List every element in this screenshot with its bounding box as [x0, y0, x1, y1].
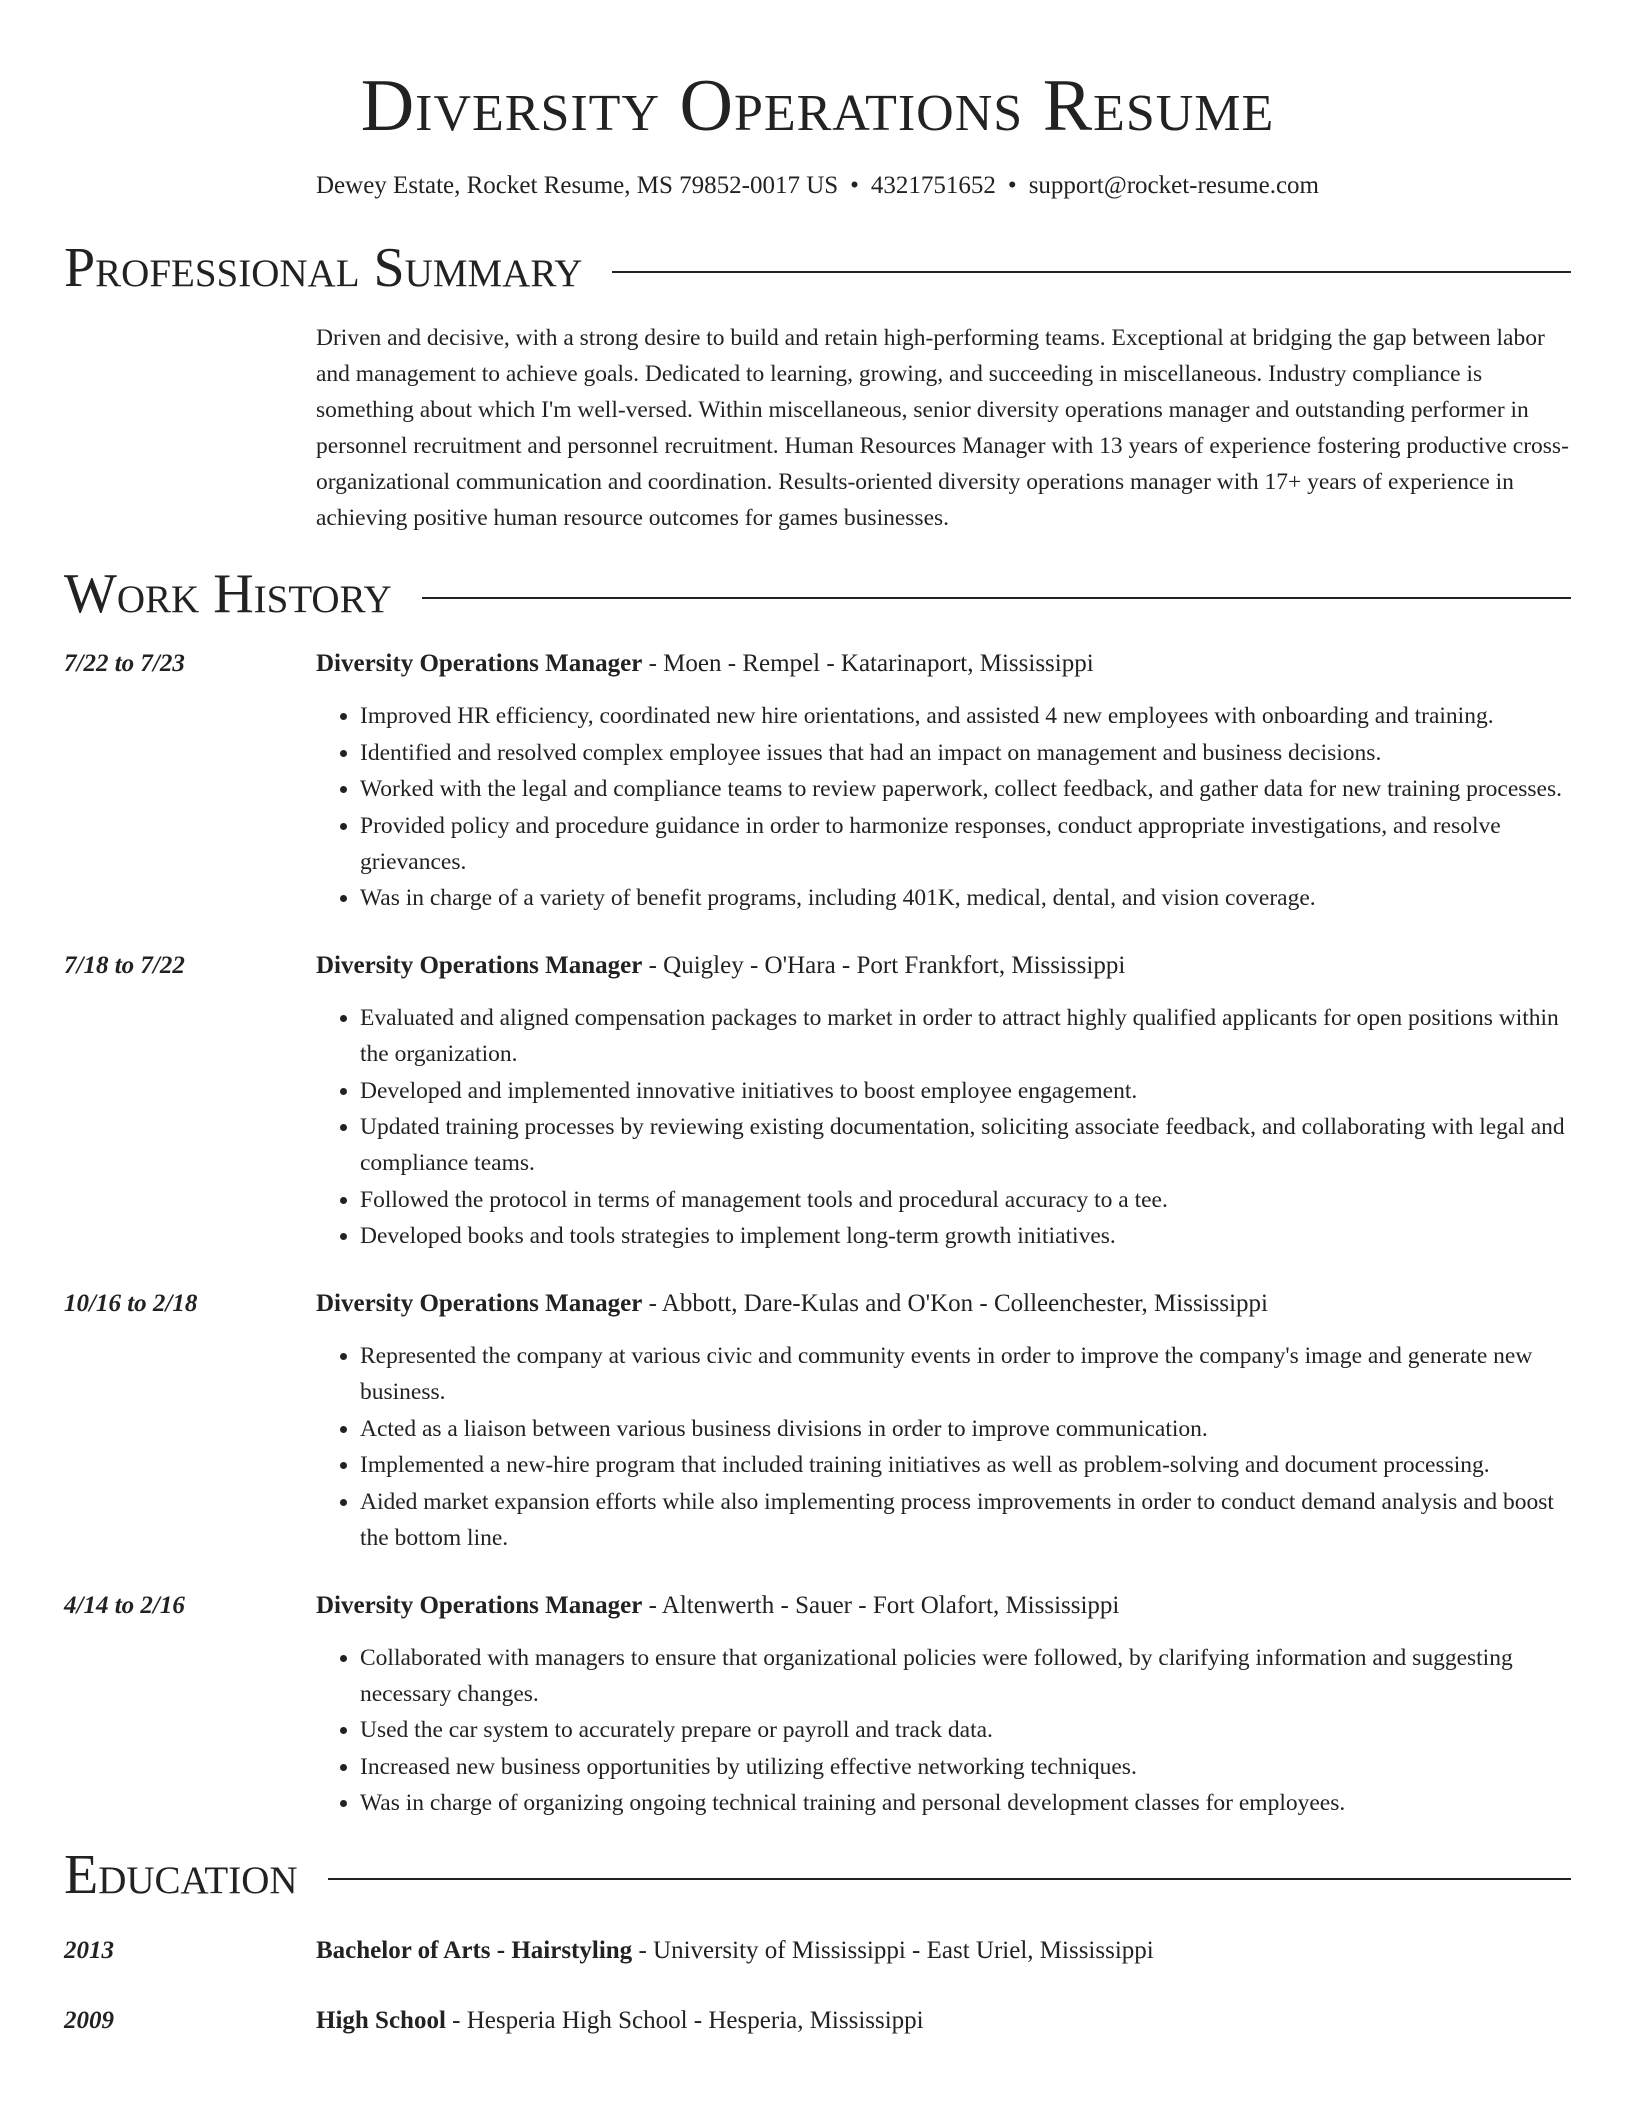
job-details: - Abbott, Dare-Kulas and O'Kon - Colleenchester, Mississippi	[642, 1290, 1268, 1317]
job-bullet: • Aided market expansion efforts while also implementing process improvements in order to conduct demand analysis and boost the bottom line.	[360, 1484, 1571, 1556]
job-entry	[64, 646, 1571, 916]
job-bullet: • Developed books and tools strategies to implement long-term growth initiatives.	[360, 1218, 1571, 1254]
job-bullet: • Represented the company at various civic and community events in order to improve the company's image and generate new business.	[360, 1338, 1571, 1410]
job-role	[316, 1588, 1119, 1624]
job-role	[316, 1286, 1268, 1322]
work-section-header	[64, 562, 1571, 626]
job-dates: 7/18 to 7/22	[64, 952, 185, 979]
education-details: - University of Mississippi - East Uriel, Mississippi	[632, 1937, 1154, 1964]
job-bullet: • Collaborated with managers to ensure that organizational policies were followed, by clarifying information and suggesting necessary changes.	[360, 1640, 1571, 1712]
job-title: Diversity Operations Manager	[316, 1290, 643, 1317]
section-divider	[328, 1878, 1571, 1880]
education-heading: Education	[64, 1844, 298, 1906]
summary-heading: Professional Summary	[64, 237, 583, 299]
job-bullets	[316, 698, 1571, 916]
job-role	[316, 646, 1094, 682]
education-year: 2009	[64, 2007, 114, 2034]
contact-separator: •	[850, 172, 859, 199]
job-bullet: • Increased new business opportunities by utilizing effective networking techniques.	[360, 1749, 1571, 1785]
job-dates: 10/16 to 2/18	[64, 1290, 198, 1317]
education-details: - Hesperia High School - Hesperia, Mississippi	[445, 2007, 924, 2034]
education-degree: High School	[316, 2007, 446, 2034]
job-bullet: • Updated training processes by reviewing existing documentation, soliciting associate feedback, and collaborating with legal and compliance teams.	[360, 1109, 1571, 1181]
job-bullet: • Evaluated and aligned compensation packages to market in order to attract highly qualified applicants for open positions within the organization.	[360, 1000, 1571, 1072]
job-bullet: • Was in charge of a variety of benefit programs, including 401K, medical, dental, and vision coverage.	[360, 880, 1571, 916]
job-header	[64, 1588, 1571, 1624]
contact-address: Dewey Estate, Rocket Resume, MS 79852-0017 US	[316, 172, 839, 199]
job-details: - Moen - Rempel - Katarinaport, Mississippi	[642, 650, 1094, 677]
education-section-header	[64, 1843, 1571, 1907]
education-entry	[64, 1933, 1571, 1969]
education-degree: Bachelor of Arts - Hairstyling	[316, 1937, 633, 1964]
job-bullet: • Acted as a liaison between various business divisions in order to improve communication.	[360, 1411, 1571, 1447]
section-divider	[422, 597, 1571, 599]
job-bullet: • Followed the protocol in terms of management tools and procedural accuracy to a tee.	[360, 1182, 1571, 1218]
work-heading: Work History	[64, 563, 392, 625]
job-bullet: • Was in charge of organizing ongoing technical training and personal development classes for employees.	[360, 1785, 1571, 1821]
job-bullets	[316, 1338, 1571, 1556]
contact-separator: •	[1007, 172, 1017, 199]
job-entry	[64, 1286, 1571, 1556]
job-dates: 4/14 to 2/16	[64, 1591, 185, 1619]
contact-phone: 4321751652	[870, 172, 996, 199]
job-role	[316, 948, 1125, 984]
section-divider	[612, 271, 1571, 273]
resume-title: Diversity Operations Resume	[360, 65, 1275, 147]
contact-email: support@rocket-resume.com	[1028, 172, 1319, 199]
job-details: - Altenwerth - Sauer - Fort Olafort, Mississippi	[642, 1591, 1120, 1619]
job-bullet: • Implemented a new-hire program that included training initiatives as well as problem-solving and document processing.	[360, 1447, 1571, 1483]
job-bullet: • Developed and implemented innovative initiatives to boost employee engagement.	[360, 1073, 1571, 1109]
job-header	[64, 1286, 1571, 1322]
job-header	[64, 948, 1571, 984]
education-info	[316, 2003, 924, 2039]
summary-text: Driven and decisive, with a strong desire to build and retain high-performing teams. Exceptional at bridging the gap between labor and management to achieve goals. Dedicated to learning, growing, and succeeding in miscellaneous. Industry compliance is something about which I'm well-versed. Within miscellaneous, senior diversity operations manager and outstanding performer in personnel recruitment and personnel recruitment. Human Resources Manager with 13 years of experience fostering productive cross-organizational communication and coordination. Results-oriented diversity operations manager with 17+ years of experience in achieving positive human resource outcomes for games businesses.	[316, 325, 1569, 531]
job-bullets	[316, 1640, 1571, 1822]
job-title: Diversity Operations Manager	[316, 650, 643, 677]
job-entry	[64, 1588, 1571, 1822]
job-dates: 7/22 to 7/23	[64, 650, 185, 677]
job-title: Diversity Operations Manager	[316, 952, 643, 979]
education-info	[316, 1933, 1154, 1969]
job-bullet: • Identified and resolved complex employee issues that had an impact on management and business decisions.	[360, 735, 1571, 771]
job-details: - Quigley - O'Hara - Port Frankfort, Mississippi	[642, 952, 1126, 979]
job-bullet: • Provided policy and procedure guidance in order to harmonize responses, conduct appropriate investigations, and resolve grievances.	[360, 808, 1571, 880]
summary-section-header	[64, 236, 1571, 300]
job-title: Diversity Operations Manager	[316, 1591, 643, 1619]
job-bullet: • Used the car system to accurately prepare or payroll and track data.	[360, 1712, 1571, 1748]
job-bullet: • Improved HR efficiency, coordinated new hire orientations, and assisted 4 new employees with onboarding and training.	[360, 698, 1571, 734]
contact-line	[64, 170, 1571, 202]
job-entry	[64, 948, 1571, 1254]
job-bullet: • Worked with the legal and compliance teams to review paperwork, collect feedback, and gather data for new training processes.	[360, 771, 1571, 807]
education-entry	[64, 2003, 1571, 2039]
education-year: 2013	[64, 1937, 114, 1964]
job-bullets	[316, 1000, 1571, 1254]
job-header	[64, 646, 1571, 682]
